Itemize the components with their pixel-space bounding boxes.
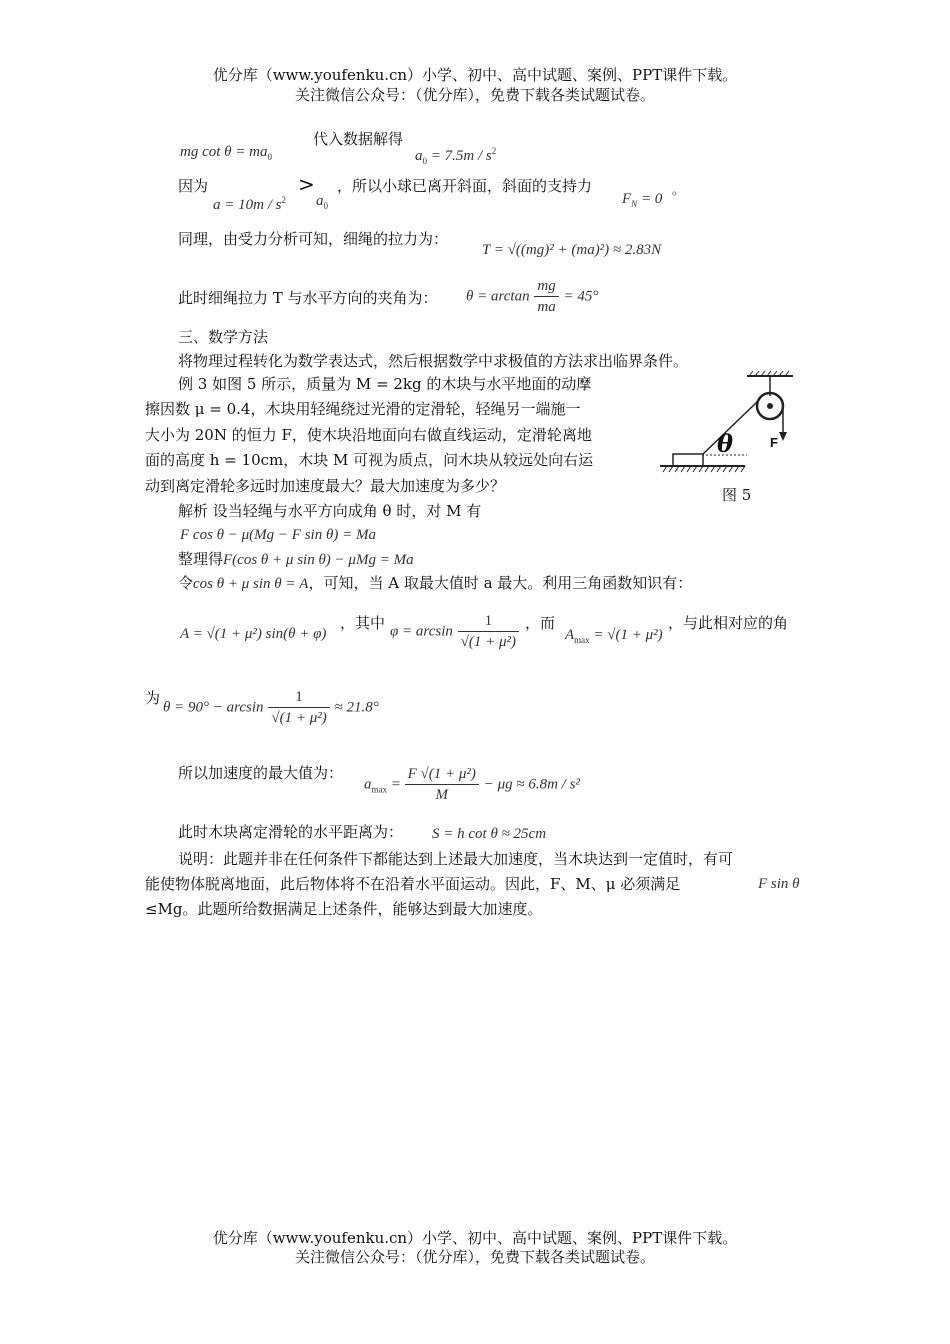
- a0-short: $a_0$: [316, 193, 328, 211]
- theta-equation: θ = 90° − arcsin $\frac{1}{\text{√(1 + μ²)}}$ ≈ 21.8°: [163, 689, 379, 726]
- note-line-1: 说明：此题并非在任何条件下都能达到上述最大加速度，当木块达到一定值时，有可: [178, 850, 734, 868]
- corresponding-label: ，与此相对应的角: [668, 614, 789, 632]
- ground-hatch: [660, 466, 745, 472]
- force-arrow-icon: [779, 432, 787, 441]
- let-line: 令cos θ + μ sin θ = A，可知，当 A 取最大值时 a 最大。利用三角函数知识有：: [178, 574, 693, 592]
- amax-equation: $A_{max} = √(1 + \mu^2)$: [565, 627, 663, 645]
- tension-equation: T = √((mg)² + (ma)²) ≈ 2.83N: [482, 242, 662, 258]
- eq-fn: $F_N = 0$: [622, 191, 663, 209]
- analysis-line: 解析 设当轻绳与水平方向成角 θ 时，对 M 有: [178, 502, 482, 520]
- phi-equation: φ = arcsin $\frac{1}{\text{√(1 + μ²)}}$: [390, 611, 519, 652]
- figure-5-diagram: [655, 368, 805, 508]
- pulley-axle: [767, 403, 773, 409]
- section-heading: 三、数学方法: [178, 328, 269, 346]
- equation-1: F cos θ − μ(Mg − F sin θ) = Ma: [180, 527, 376, 543]
- example3-line-4: 面的高度 h = 10cm，木块 M 可视为质点，问木块从较远处向右运: [145, 451, 594, 469]
- because-label: 因为: [178, 177, 209, 195]
- substitute-label: 代入数据解得: [313, 130, 404, 148]
- note-line-3: ≤Mg。此题所给数据满足上述条件，能够达到最大加速度。: [145, 900, 543, 918]
- max-acc-equation: $a_{max}$ = $\frac{\text{F √(1 + μ²)}}{M}$ − μg ≈ 6.8m / s²: [364, 766, 580, 803]
- left-incline-text: ，所以小球已离开斜面，斜面的支持力: [337, 177, 593, 195]
- example3-line-3: 大小为 20N 的恒力 F，使木块沿地面向右做直线运动，定滑轮离地: [145, 426, 592, 444]
- footer-line-1: 优分库（www.youfenku.cn）小学、初中、高中试题、案例、PPT课件下载。: [212, 1229, 738, 1247]
- ceiling-hatch: [747, 371, 793, 376]
- angle-equation: θ = arctan $\frac{mg}{ma}$ = 45°: [466, 278, 599, 315]
- example3-line-5: 动到离定滑轮多远时加速度最大？最大加速度为多少？: [145, 477, 506, 495]
- arrange-line: 整理得F(cos θ + μ sin θ) − μMg = Ma: [178, 550, 414, 568]
- greater-than: >: [298, 172, 315, 196]
- method-text: 将物理过程转化为数学表达式，然后根据数学中求极值的方法求出临界条件。: [178, 352, 689, 370]
- wooden-block: [673, 454, 703, 466]
- degree-mark: 。: [672, 183, 685, 197]
- header-line-2: 关注微信公众号：（优分库），免费下载各类试题试卷。: [294, 86, 655, 104]
- max-acc-label: 所以加速度的最大值为：: [178, 764, 344, 782]
- force-label: F: [770, 435, 778, 450]
- footer-line-2: 关注微信公众号：（优分库），免费下载各类试题试卷。: [294, 1248, 655, 1266]
- example3-line-1: 例 3 如图 5 所示，质量为 M = 2kg 的木块与水平地面的动摩: [178, 375, 592, 393]
- where-label: ，其中: [340, 614, 386, 632]
- eq-a0: $a_0 = 7.5m / s^2$: [415, 146, 497, 166]
- equation-A: A = √(1 + μ²) sin(θ + φ): [180, 626, 327, 642]
- angle-label: 此时细绳拉力 T 与水平方向的夹角为：: [178, 289, 438, 307]
- tension-label: 同理，由受力分析可知，细绳的拉力为：: [178, 230, 449, 248]
- distance-equation: S = h cot θ ≈ 25cm: [432, 826, 547, 842]
- distance-label: 此时木块离定滑轮的水平距离为：: [178, 823, 404, 841]
- wei-label: 为: [145, 689, 161, 707]
- theta-label: θ: [717, 429, 734, 458]
- figure-caption: 图 5: [722, 486, 752, 504]
- eq-mgcot: mg $\cot \theta = ma_0$: [180, 144, 272, 162]
- and-label: ，而: [525, 614, 556, 632]
- note-line-2: 能使物体脱离地面，此后物体将不在沿着水平面运动。因此，F、M、μ 必须满足: [145, 875, 681, 893]
- header-line-1: 优分库（www.youfenku.cn）小学、初中、高中试题、案例、PPT课件下载。: [212, 66, 738, 84]
- eq-a10: $a = 10m / s^2$: [213, 195, 286, 213]
- note-equation: F sin θ: [758, 876, 800, 892]
- example3-line-2: 擦因数 μ = 0.4，木块用轻绳绕过光滑的定滑轮，轻绳另一端施一: [145, 400, 581, 418]
